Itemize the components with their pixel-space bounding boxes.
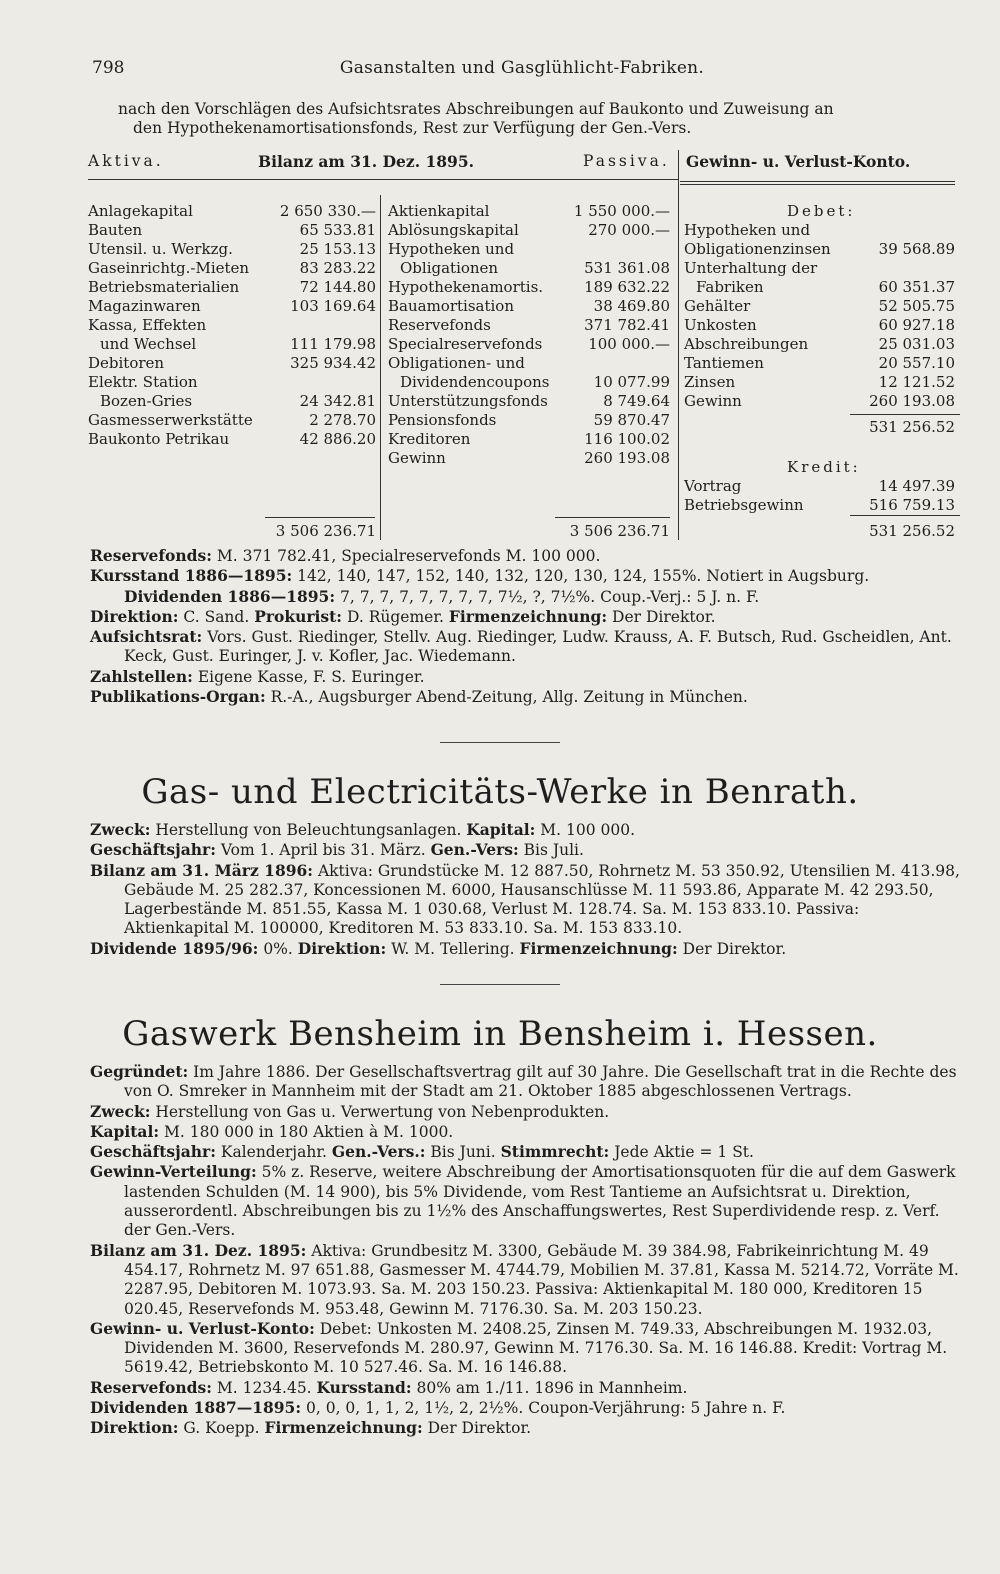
paragraph: [90, 1418, 960, 1438]
field-text: 0%.: [258, 939, 298, 958]
section2-body: [90, 820, 960, 959]
passiva-row: Hypotheken und: [388, 240, 515, 258]
field-text: Vors. Gust. Riedinger, Stellv. Aug. Riedinger, Ludw. Krauss, A. F. Butsch, Rud. Gscheidlen, Ant. Keck, Gust. Euringer, J. v. Kofler, Jac. Wiedemann.: [124, 628, 952, 666]
aktiva-value: 24 342.81: [299, 392, 376, 410]
passiva-row: Bauamortisation: [388, 297, 514, 315]
paragraph: [90, 1378, 960, 1398]
field-label: Zweck:: [90, 1101, 151, 1121]
field-text: 80% am 1./11. 1896 in Mannheim.: [411, 1378, 688, 1397]
paragraph: [90, 820, 960, 840]
field-text: R.-A., Augsburger Abend-Zeitung, Allg. Zeitung in München.: [265, 688, 748, 707]
aktiva-row: Betriebsmaterialien: [88, 278, 240, 296]
field-text: Im Jahre 1886. Der Gesellschaftsvertrag gilt auf 30 Jahre. Die Gesellschaft trat in die Rechte des von O. Smreker in Mannheim mit der Stadt am 21. Oktober 1885 abgeschlossenen Vertrags.: [124, 1063, 957, 1101]
field-label: Direktion:: [90, 606, 179, 626]
passiva-value: 100 000.—: [588, 335, 670, 353]
debet-row: Gehälter: [684, 297, 751, 315]
debet-label: Debet:: [787, 202, 856, 220]
field-text: D. Rügemer.: [342, 607, 449, 626]
debet-sum-rule: [850, 414, 960, 415]
paragraph: [90, 1122, 960, 1142]
field-text: 7, 7, 7, 7, 7, 7, 7, 7, 7½, ?, 7½%. Coup.-Verj.: 5 J. n. F.: [335, 587, 760, 606]
intro-text: [118, 100, 958, 138]
aktiva-value: 25 153.13: [299, 240, 376, 258]
passiva-row: Obligationen- und: [388, 354, 525, 372]
passiva-value: 116 100.02: [584, 430, 670, 448]
passiva-row: Obligationen: [400, 259, 499, 277]
debet-value: 260 193.08: [869, 392, 955, 410]
passiva-value: 59 870.47: [593, 411, 670, 429]
field-text: W. M. Tellering.: [386, 939, 520, 958]
field-label: Dividenden 1886—1895:: [124, 586, 336, 606]
field-label: Zweck:: [90, 820, 151, 839]
passiva-row: Hypothekenamortis.: [388, 278, 544, 296]
paragraph: [90, 1241, 960, 1319]
debet-row: Tantiemen: [684, 354, 764, 372]
debet-row: Zinsen: [684, 373, 736, 391]
bilanz-title: Bilanz am 31. Dez. 1895.: [258, 152, 475, 171]
section3-body: [90, 1062, 960, 1439]
field-text: Der Direktor.: [607, 607, 716, 626]
kredit-label: Kredit:: [787, 458, 861, 476]
field-text: Kalenderjahr.: [215, 1143, 332, 1162]
debet-value: 39 568.89: [878, 240, 955, 258]
field-text: 0, 0, 0, 1, 1, 2, 1½, 2, 2½%. Coupon-Verjährung: 5 Jahre n. F.: [301, 1399, 786, 1418]
aktiva-value: 83 283.22: [299, 259, 376, 277]
field-label: Firmenzeichnung:: [448, 606, 608, 626]
debet-row: Unkosten: [684, 316, 757, 334]
aktiva-row: Gaseinrichtg.-Mieten: [88, 259, 250, 277]
passiva-row: Pensionsfonds: [388, 411, 497, 429]
kredit-value: 14 497.39: [878, 477, 955, 495]
field-text: 5% z. Reserve, weitere Abschreibung der Amortisationsquoten für die auf dem Gaswerk lastenden Schulden (M. 14 900), bis 5% Dividende, vom Rest Tantieme an Aufsichtsrat u. Direktion, ausserordentl. Abschreibungen bis zu 1½% des Anschaffungswertes, Rest Superdividende resp. z. Verf. der Gen.-Vers.: [124, 1163, 956, 1240]
passiva-value: 8 749.64: [603, 392, 670, 410]
passiva-sum-rule: [555, 517, 670, 518]
field-label: Bilanz am 31. Dez. 1895:: [90, 1240, 307, 1260]
field-text: M. 371 782.41, Specialreservefonds M. 100 000.: [211, 547, 601, 565]
aktiva-value: 42 886.20: [299, 430, 376, 448]
field-label: Gen.-Vers:: [430, 840, 519, 860]
aktiva-row: Baukonto Petrikau: [88, 430, 230, 448]
field-text: Bis Juni.: [425, 1143, 501, 1162]
debet-value: 60 351.37: [878, 278, 955, 296]
section-divider: [440, 742, 560, 743]
debet-row: Abschreibungen: [684, 335, 809, 353]
debet-value: 12 121.52: [878, 373, 955, 391]
paragraph: [90, 1102, 960, 1122]
field-label: Prokurist:: [254, 606, 343, 626]
debet-value: 20 557.10: [878, 354, 955, 372]
guv-divider: [678, 150, 679, 540]
section1-body: [90, 546, 960, 707]
aktiva-value: 103 169.64: [290, 297, 376, 315]
field-label: Publikations-Organ:: [90, 687, 266, 707]
intro-line-1: nach den Vorschlägen des Aufsichtsrates Abschreibungen auf Baukonto und Zuweisung an: [118, 100, 834, 118]
paragraph: [90, 1142, 960, 1162]
debet-row: Obligationenzinsen: [684, 240, 831, 258]
field-text: C. Sand.: [178, 607, 255, 626]
field-label: Gewinn- u. Verlust-Konto:: [90, 1318, 315, 1338]
debet-total: 531 256.52: [869, 418, 955, 436]
aktiva-value: 111 179.98: [290, 335, 376, 353]
debet-value: 52 505.75: [878, 297, 955, 315]
section3-title: Gaswerk Bensheim in Bensheim i. Hessen.: [122, 1014, 878, 1054]
field-text: Eigene Kasse, F. S. Euringer.: [192, 667, 425, 686]
aktiva-row: Utensil. u. Werkzg.: [88, 240, 233, 258]
field-text: Aktiva: Grundbesitz M. 3300, Gebäude M. 39 384.98, Fabrikeinrichtung M. 49 454.17, Rohrnetz M. 97 651.88, Gasmesser M. 4744.79, Mobilien M. 37.81, Kassa M. 5214.72, Vorräte M. 2287.95, Debitoren M. 1073.93. Sa. M. 203 150.23. Passiva: Aktienkapital M. 180 000, Kreditoren 15 020.45, Reservefonds M. 953.48, Gewinn M. 7176.30. Sa. M. 203 150.23.: [124, 1241, 959, 1318]
passiva-value: 1 550 000.—: [573, 202, 670, 220]
guv-title: Gewinn- u. Verlust-Konto.: [686, 152, 911, 171]
field-label: Dividenden 1887—1895:: [90, 1398, 302, 1418]
field-label: Kapital:: [466, 820, 536, 839]
field-label: Geschäftsjahr:: [90, 840, 216, 860]
guv-top-rule: [680, 181, 955, 182]
aktiva-value: 2 278.70: [309, 411, 376, 429]
field-text: Der Direktor.: [677, 939, 787, 958]
aktiva-value: 325 934.42: [290, 354, 376, 372]
field-label: Gewinn-Verteilung:: [90, 1162, 257, 1182]
paragraph: [90, 546, 960, 566]
paragraph: [90, 627, 960, 667]
debet-value: 25 031.03: [878, 335, 955, 353]
aktiva-total: 3 506 236.71: [275, 522, 376, 540]
paragraph: [90, 861, 960, 939]
field-label: Reservefonds:: [90, 546, 212, 565]
paragraph: [90, 840, 960, 860]
debet-row: Fabriken: [696, 278, 764, 296]
paragraph: [90, 1162, 960, 1240]
passiva-total: 3 506 236.71: [569, 522, 670, 540]
passiva-row: Reservefonds: [388, 316, 491, 334]
paragraph: [90, 667, 960, 687]
field-text: Der Direktor.: [422, 1419, 532, 1438]
field-text: M. 100 000.: [535, 821, 636, 839]
passiva-value: 38 469.80: [593, 297, 670, 315]
aktiva-value: 2 650 330.—: [279, 202, 376, 220]
aktiva-row: Kassa, Effekten: [88, 316, 207, 334]
passiva-label: Passiva.: [583, 152, 670, 170]
debet-row: Gewinn: [684, 392, 742, 410]
section2-title: Gas- und Electricitäts-Werke in Benrath.: [141, 772, 859, 812]
aktiva-value: 72 144.80: [299, 278, 376, 296]
field-text: 142, 140, 147, 152, 140, 132, 120, 130, 124, 155%. Notiert in Augsburg.: [292, 567, 870, 586]
paragraph: [90, 1398, 960, 1418]
passiva-row: Aktienkapital: [388, 202, 490, 220]
aktiva-row: Gasmesserwerkstätte: [88, 411, 253, 429]
kredit-total: 531 256.52: [869, 522, 955, 540]
passiva-row: Ablösungskapital: [388, 221, 519, 239]
field-label: Zahlstellen:: [90, 666, 193, 686]
passiva-row: Kreditoren: [388, 430, 471, 448]
aktiva-sum-rule: [265, 517, 375, 518]
paragraph: [90, 566, 960, 607]
passiva-value: 260 193.08: [584, 449, 670, 467]
field-text: M. 180 000 in 180 Aktien à M. 1000.: [159, 1122, 454, 1141]
kredit-row: Vortrag: [684, 477, 742, 495]
running-title: Gasanstalten und Gasglühlicht-Fabriken.: [339, 58, 705, 78]
kredit-row: Betriebsgewinn: [684, 496, 804, 514]
field-text: Jede Aktie = 1 St.: [609, 1143, 754, 1162]
field-label: Stimmrecht:: [500, 1142, 610, 1162]
bilanz-top-rule: [88, 179, 678, 180]
paragraph: [90, 939, 960, 959]
field-label: Gegründet:: [90, 1062, 189, 1081]
aktiva-row: Magazinwaren: [88, 297, 201, 315]
field-text: Aktiva: Grundstücke M. 12 887.50, Rohrnetz M. 53 350.92, Utensilien M. 413.98, Gebäude M. 25 282.37, Koncessionen M. 6000, Hausanschlüsse M. 11 593.86, Apparate M. 42 293.50, Lagerbestände M. 851.55, Kassa M. 1 030.68, Verlust M. 128.74. Sa. M. 153 833.10. Passiva: Aktienkapital M. 100000, Kreditoren M. 53 833.10. Sa. M. 153 833.10.: [124, 861, 960, 938]
field-label: Kursstand 1886—1895:: [90, 566, 293, 586]
passiva-value: 189 632.22: [584, 278, 670, 296]
paragraph: [90, 1319, 960, 1378]
field-text: Debet: Unkosten M. 2408.25, Zinsen M. 749.33, Abschreibungen M. 1932.03, Dividenden M. 3600, Reservefonds M. 280.97, Gewinn M. 7176.30. Sa. M. 16 146.88. Kredit: Vortrag M. 5619.42, Betriebskonto M. 10 527.46. Sa. M. 16 146.88.: [124, 1319, 948, 1377]
field-label: Firmenzeichnung:: [264, 1418, 423, 1438]
field-text: M. 1234.45.: [211, 1378, 317, 1397]
field-label: Dividende 1895/96:: [90, 938, 259, 958]
field-label: Aufsichtsrat:: [90, 627, 203, 647]
aktiva-label: Aktiva.: [88, 152, 164, 170]
field-text: Bis Juli.: [518, 841, 584, 860]
passiva-value: 531 361.08: [584, 259, 670, 277]
field-label: Bilanz am 31. März 1896:: [90, 860, 314, 880]
debet-value: 60 927.18: [878, 316, 955, 334]
aktiva-row: Bozen-Gries: [100, 392, 193, 410]
field-label: Direktion:: [297, 938, 387, 958]
aktiva-value: 65 533.81: [299, 221, 376, 239]
debet-row: Unterhaltung der: [684, 259, 818, 277]
aktiva-row: und Wechsel: [100, 335, 197, 353]
aktiva-row: Bauten: [88, 221, 143, 239]
passiva-value: 371 782.41: [584, 316, 670, 334]
passiva-value: 270 000.—: [588, 221, 670, 239]
passiva-row: Gewinn: [388, 449, 446, 467]
kredit-value: 516 759.13: [869, 496, 955, 514]
field-label: Direktion:: [90, 1418, 179, 1438]
page-number: 798: [92, 58, 125, 78]
field-label: Reservefonds:: [90, 1377, 212, 1397]
passiva-value: 10 077.99: [593, 373, 670, 391]
field-text: Herstellung von Beleuchtungsanlagen.: [150, 821, 467, 839]
aktiva-row: Elektr. Station: [88, 373, 198, 391]
passiva-row: Unterstützungsfonds: [388, 392, 548, 410]
aktiva-row: Anlagekapital: [88, 202, 193, 220]
paragraph: [90, 607, 960, 627]
bilanz-center-divider: [380, 195, 381, 540]
field-label: Geschäftsjahr:: [90, 1142, 216, 1162]
field-label: Firmenzeichnung:: [519, 938, 678, 958]
paragraph: [90, 687, 960, 707]
field-label: Kursstand:: [316, 1377, 412, 1397]
debet-row: Hypotheken und: [684, 221, 811, 239]
kredit-sum-rule: [850, 515, 960, 516]
field-text: Herstellung von Gas u. Verwertung von Nebenprodukten.: [150, 1102, 610, 1121]
passiva-row: Specialreservefonds: [388, 335, 543, 353]
field-text: Vom 1. April bis 31. März.: [215, 841, 431, 860]
passiva-row: Dividendencoupons: [400, 373, 550, 391]
field-label: Kapital:: [90, 1121, 160, 1141]
section-divider: [440, 984, 560, 985]
intro-line-2: den Hypothekenamortisationsfonds, Rest zur Verfügung der Gen.-Vers.: [133, 119, 692, 137]
guv-top-rule-2: [680, 184, 955, 185]
field-text: G. Koepp.: [178, 1419, 265, 1438]
field-label: Gen.-Vers.:: [331, 1142, 426, 1162]
aktiva-row: Debitoren: [88, 354, 165, 372]
paragraph: [90, 1062, 960, 1102]
